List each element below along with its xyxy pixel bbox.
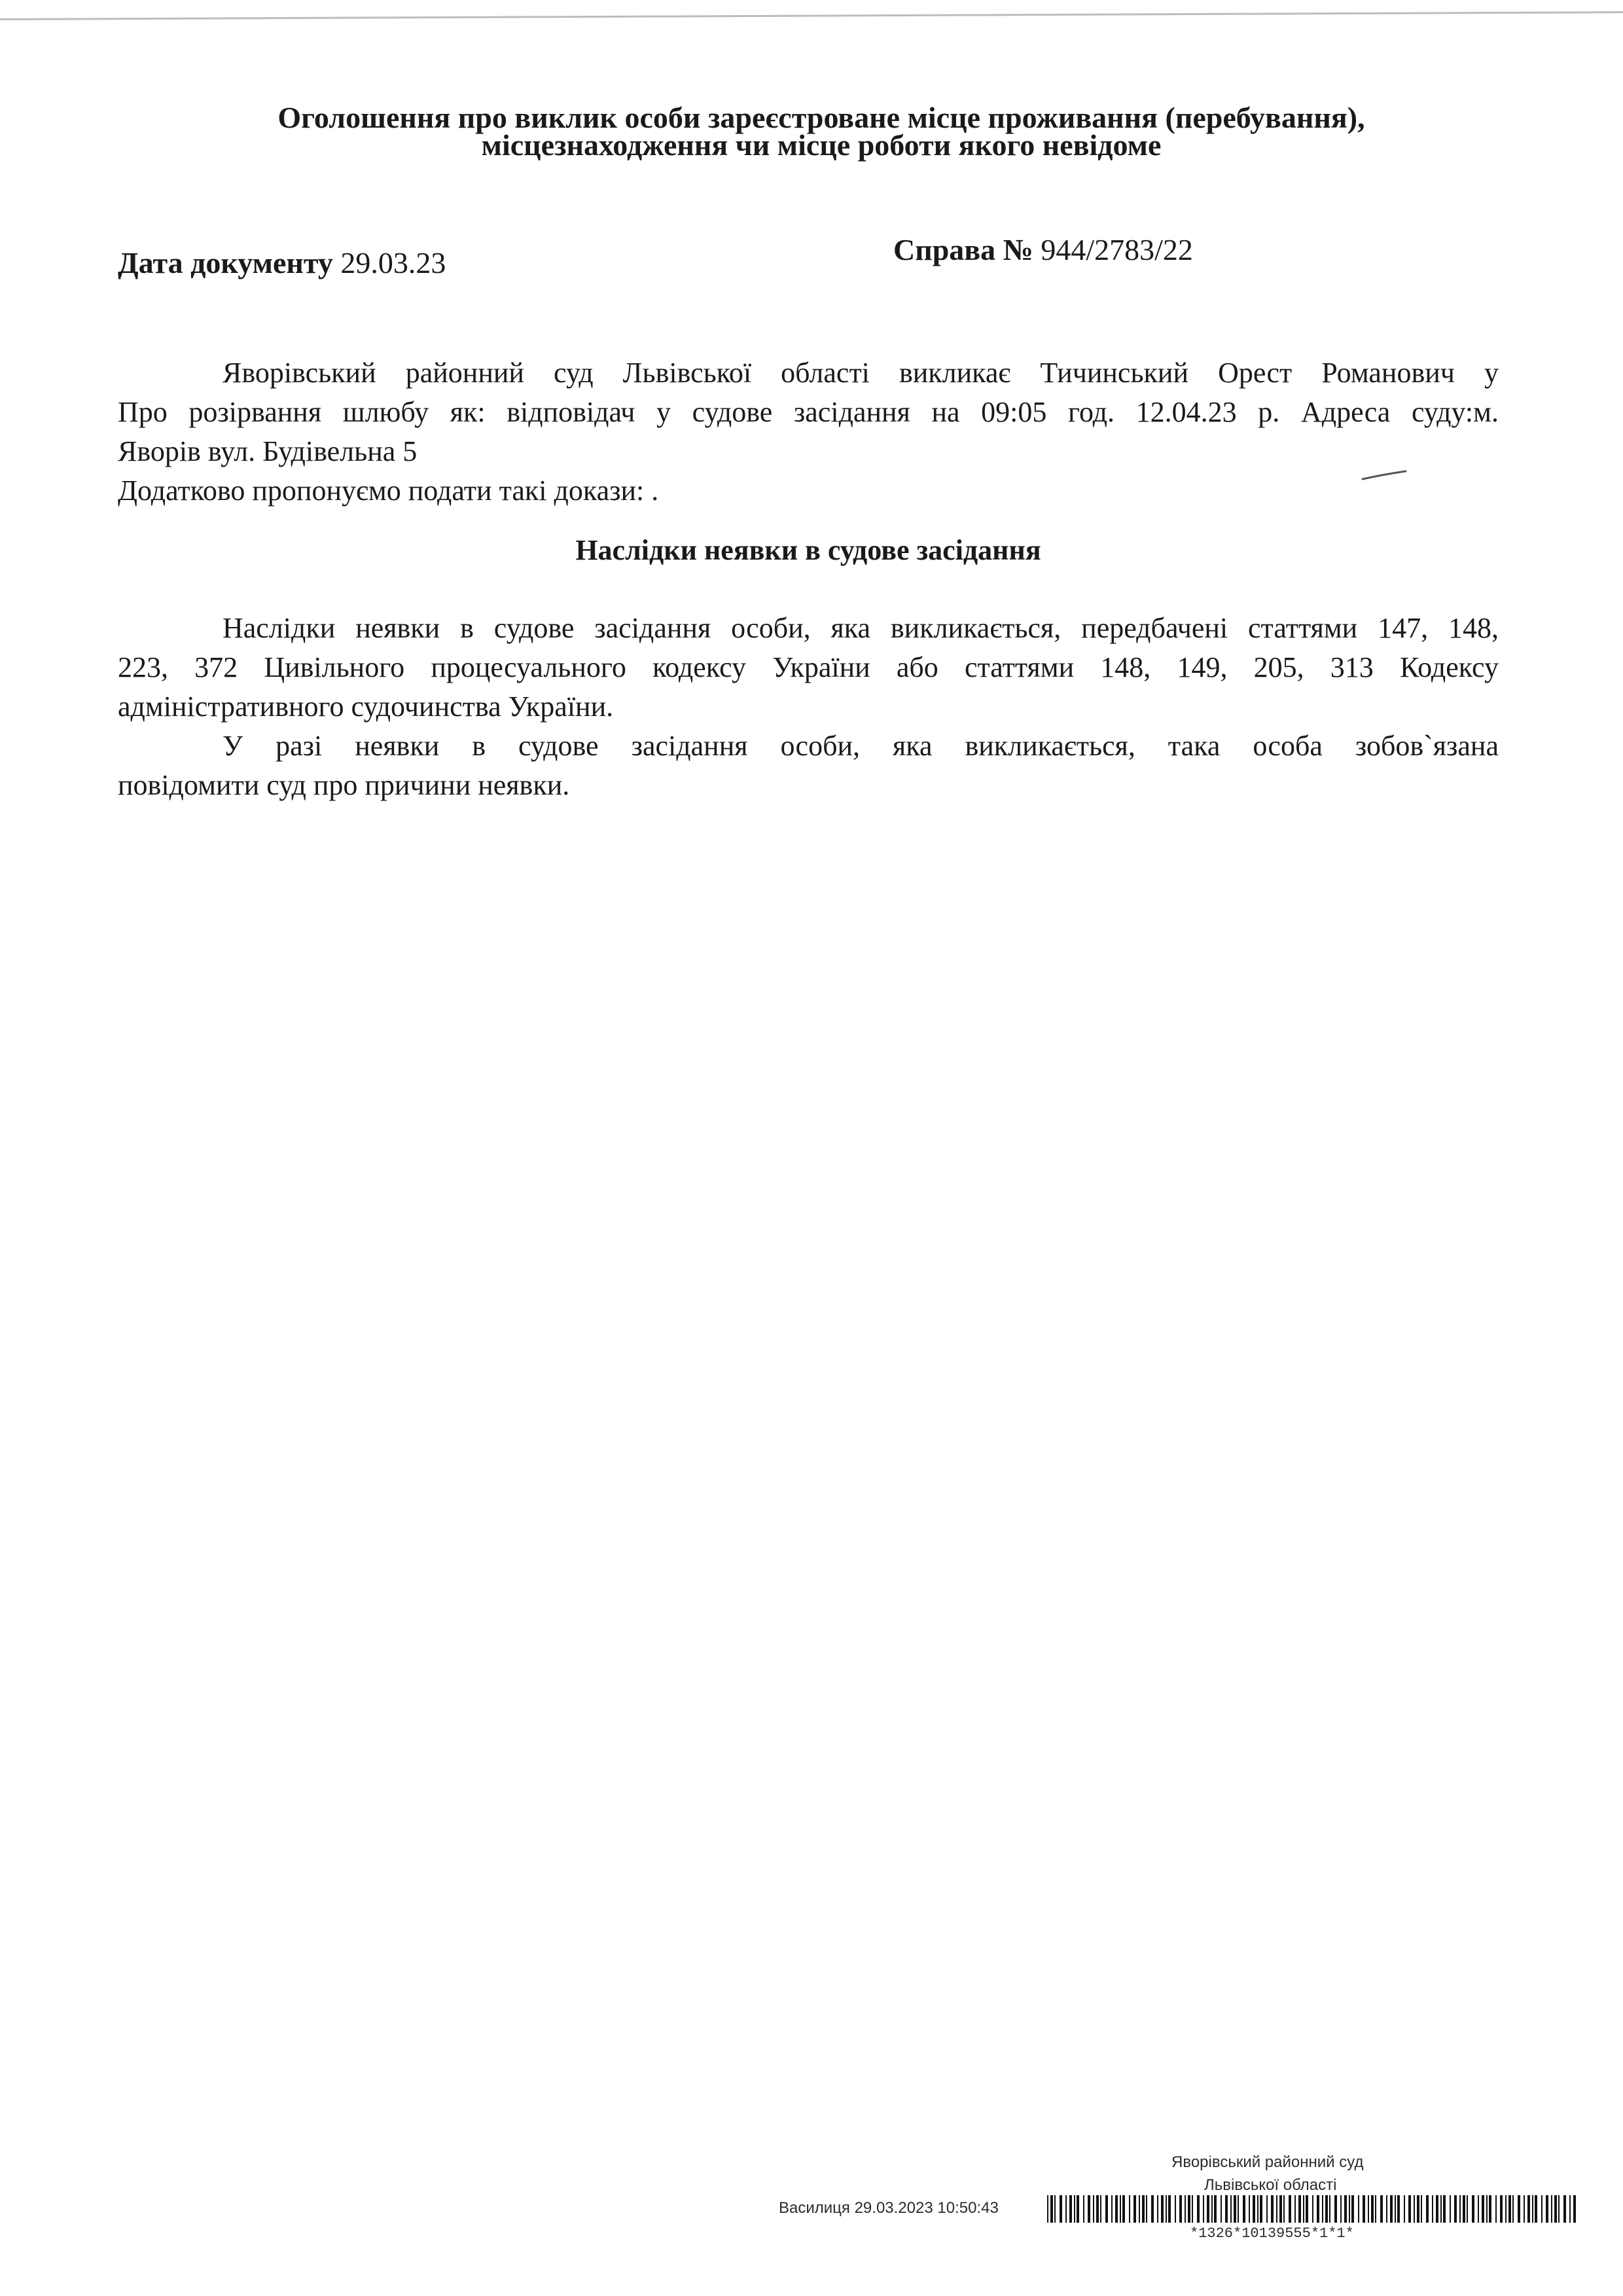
- consequences-heading: Наслідки неявки в судове засідання: [575, 534, 1041, 566]
- stamp-barcode-code: *1326*10139555*1*1*: [1190, 2225, 1354, 2242]
- scan-edge-line: [0, 11, 1623, 20]
- consequences-line: У разі неявки в судове засідання особи, яка викликається, така особа зобов`язана: [223, 730, 1499, 762]
- document-date-value: 29.03.23: [340, 246, 446, 279]
- pen-stroke-mark: [1361, 469, 1407, 482]
- summons-line: Яворівський районний суд Львівської області викликає Тичинський Орест Романович у: [223, 357, 1499, 389]
- stamp-court-region: Львівської області: [1204, 2176, 1337, 2194]
- summons-line: Яворів вул. Будівельна 5: [118, 435, 418, 467]
- document-date-label: Дата документу: [118, 246, 333, 279]
- document-title-line-2: місцезнаходження чи місце роботи якого невідоме: [481, 128, 1162, 162]
- consequences-paragraph: [118, 609, 1499, 805]
- stamp-court-name: Яворівський районний суд: [1171, 2153, 1364, 2171]
- case-number: [893, 232, 1193, 267]
- barcode: [1047, 2195, 1577, 2223]
- case-number-label: Справа №: [893, 233, 1033, 266]
- consequences-line: повідомити суд про причини неявки.: [118, 769, 570, 801]
- stamp-user-datetime: Василиця 29.03.2023 10:50:43: [779, 2199, 999, 2217]
- document-title-line-1: Оголошення про виклик особи зареєстроване місце проживання (перебування),: [277, 101, 1365, 134]
- consequences-line: адміністративного судочинства України.: [118, 691, 614, 723]
- summons-line: Додатково пропонуємо подати такі докази: .: [118, 475, 659, 507]
- summons-line: Про розірвання шлюбу як: відповідач у судове засідання на 09:05 год. 12.04.23 р. Адреса суду:м.: [118, 396, 1499, 428]
- consequences-line: Наслідки неявки в судове засідання особи, яка викликається, передбачені статтями 147, 148,: [223, 612, 1499, 644]
- document-date: [118, 245, 446, 280]
- summons-paragraph: [118, 353, 1499, 511]
- consequences-line: 223, 372 Цивільного процесуального кодексу України або статтями 148, 149, 205, 313 Кодексу: [118, 651, 1499, 683]
- case-number-value: 944/2783/22: [1041, 233, 1193, 266]
